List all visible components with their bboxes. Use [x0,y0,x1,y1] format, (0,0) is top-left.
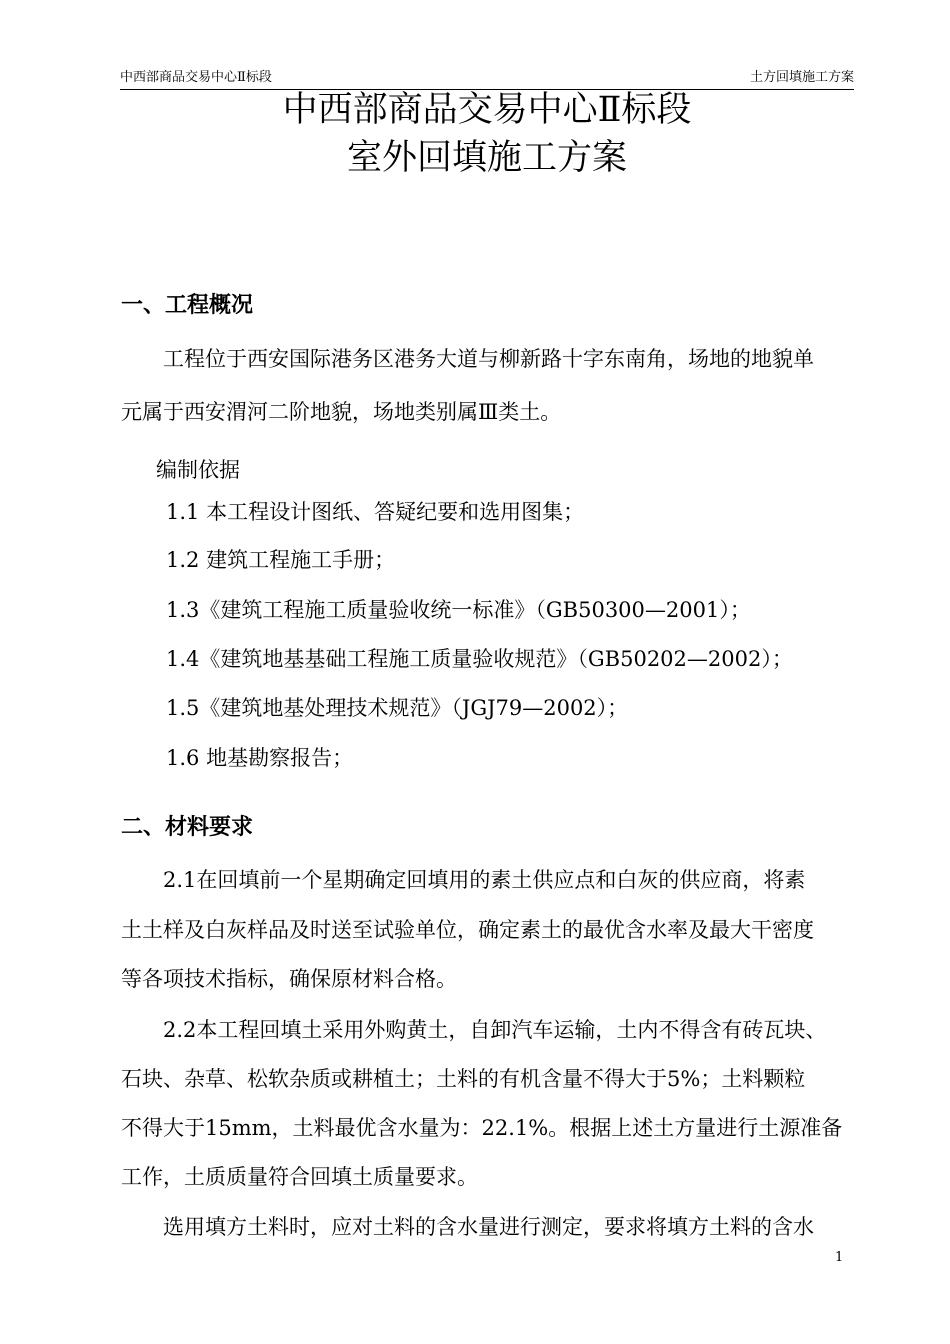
paragraph-line: 石块、杂草、松软杂质或耕植土；土料的有机含量不得大于5%；土料颗粒 [121,1067,806,1091]
document-title-line-1: 中西部商品交易中心Ⅱ标段 [282,90,692,130]
basis-item: 1.2 建筑工程施工手册； [166,548,396,572]
paragraph-line: 2.2本工程回填土采用外购黄土，自卸汽车运输，土内不得含有砖瓦块、 [121,1018,827,1042]
paragraph-line: 土土样及白灰样品及时送至试验单位，确定素土的最优含水率及最大干密度 [121,918,814,942]
header-right-text: 土方回填施工方案 [749,70,854,85]
paragraph-line: 等各项技术指标，确保原材料合格。 [121,967,457,991]
paragraph-line: 选用填方土料时，应对土料的含水量进行测定，要求将填方土料的含水 [121,1215,814,1239]
paragraph-line: 不得大于15mm，土料最优含水量为：22.1%。根据上述土方量进行土源准备 [121,1116,843,1140]
document-title-line-2: 室外回填施工方案 [346,138,627,178]
page-number: 1 [835,1250,844,1265]
paragraph-line: 2.1在回填前一个星期确定回填用的素土供应点和白灰的供应商，将素 [121,868,806,892]
header-left-text: 中西部商品交易中心Ⅱ标段 [120,70,272,85]
basis-item: 1.5《建筑地基处理技术规范》（JGJ79—2002）； [166,696,629,720]
basis-title: 编制依据 [156,458,240,482]
section-2-heading: 二、材料要求 [121,815,254,840]
paragraph-line: 元属于西安渭河二阶地貌，场地类别属Ⅲ类土。 [121,400,562,424]
basis-item: 1.1 本工程设计图纸、答疑纪要和选用图集； [166,500,585,524]
basis-item: 1.6 地基勘察报告； [166,746,354,770]
page-header [120,69,854,90]
section-1-heading: 一、工程概况 [121,293,254,318]
paragraph-line: 工作，土质质量符合回填土质量要求。 [121,1165,478,1189]
paragraph-line: 工程位于西安国际港务区港务大道与柳新路十字东南角，场地的地貌单 [121,347,814,371]
basis-item: 1.4《建筑地基基础工程施工质量验收规范》（GB50202—2002）； [166,647,793,671]
basis-item: 1.3《建筑工程施工质量验收统一标准》（GB50300—2001）； [166,598,751,622]
